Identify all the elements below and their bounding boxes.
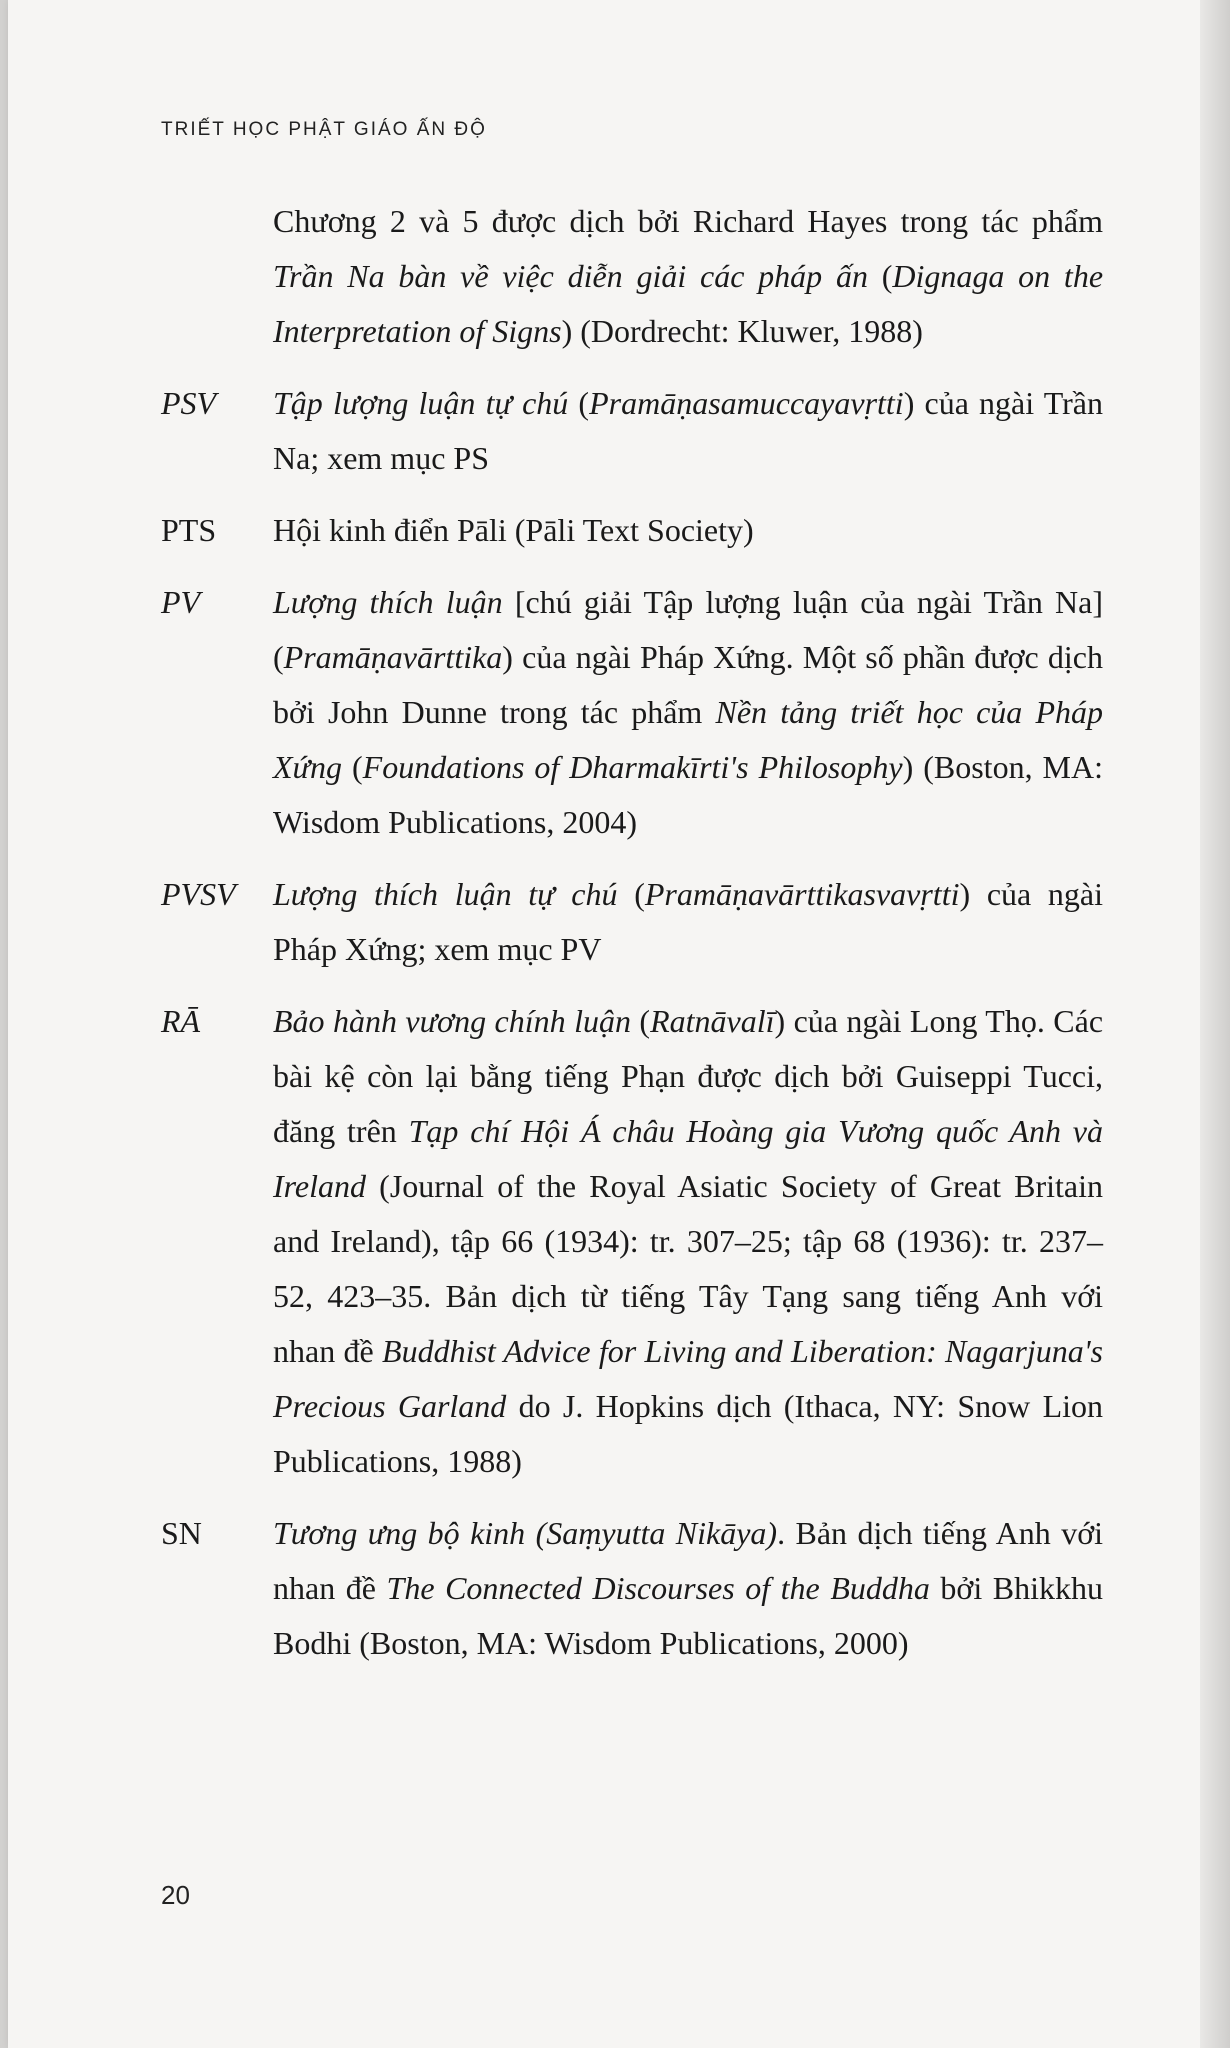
- entry-abbreviation: SN: [161, 1515, 202, 1551]
- text: [chú giải Tập lượng luận của ngài Trần Na] (: [273, 584, 1104, 675]
- book-page: [8, 0, 1200, 2048]
- text: ) của ngài Long Thọ. Các bài kệ còn lại bằng tiếng Phạn được dịch bởi Guiseppi Tucci, đăng trên: [273, 1003, 1104, 1149]
- italic-text: Ratnāvalī: [650, 1003, 775, 1039]
- italic-text: Pramāṇavārttika: [283, 639, 503, 675]
- text: ) (Dordrecht: Kluwer, 1988): [561, 313, 923, 349]
- abbreviation-entry: [161, 994, 1106, 1489]
- text: (: [867, 258, 893, 294]
- abbreviation-entry: [161, 1506, 1106, 1671]
- text: do J. Hopkins dịch (Ithaca, NY: Snow Lion Publications, 1988): [273, 1388, 1104, 1479]
- text: ) (Boston, MA: Wisdom Publications, 2004): [273, 749, 1104, 840]
- italic-text: Tập lượng luận tự chú: [273, 385, 569, 421]
- text: Chương 2 và 5 được dịch bởi Richard Hayes trong tác phẩm: [273, 203, 1103, 239]
- italic-text: Nền tảng triết học của Pháp Xứng: [273, 694, 1104, 785]
- text: (Journal of the Royal Asiatic Society of Great Britain and Ireland), tập 66 (1934): tr. 307–25; tập 68 (1936): tr. 237–52, 423–35. Bản dịch từ tiếng Tây Tạng sang tiếng Anh với nhan đề: [273, 1168, 1103, 1369]
- entry-description: [273, 503, 1103, 558]
- text: . Bản dịch tiếng Anh với nhan đề: [273, 1515, 1104, 1606]
- text: (: [342, 749, 363, 785]
- italic-text: Pramāṇavārttikasvavṛtti: [644, 876, 960, 912]
- text: (: [568, 385, 590, 421]
- text: ) của ngài Pháp Xứng. Một số phần được dịch bởi John Dunne trong tác phẩm: [273, 639, 1103, 730]
- abbreviation-entry: [161, 194, 1106, 359]
- entry-abbreviation: PSV: [161, 385, 217, 421]
- entry-description: [273, 1506, 1103, 1671]
- italic-text: Pramāṇasamuccayavṛtti: [589, 385, 904, 421]
- italic-text: Bảo hành vương chính luận: [273, 1003, 631, 1039]
- entry-description: [273, 994, 1103, 1489]
- italic-text: Trần Na bàn về việc diễn giải các pháp ấn: [273, 258, 868, 294]
- italic-text: Lượng thích luận: [273, 584, 503, 620]
- abbreviation-entry: [161, 867, 1106, 977]
- running-head: TRIẾT HỌC PHẬT GIÁO ẤN ĐỘ: [161, 119, 487, 140]
- text: (: [617, 876, 645, 912]
- italic-text: The Connected Discourses of the Buddha: [386, 1570, 930, 1606]
- italic-text: Tương ưng bộ kinh (Saṃyutta Nikāya): [273, 1515, 778, 1551]
- page-edge: [1200, 0, 1230, 2048]
- italic-text: Dignaga on the Interpretation of Signs: [273, 258, 1104, 349]
- entry-description: [273, 867, 1103, 977]
- entry-abbreviation: PVSV: [161, 876, 236, 912]
- entry-abbreviation: [161, 194, 273, 359]
- text: ) của ngài Pháp Xứng; xem mục PV: [273, 876, 1103, 967]
- text: bởi Bhikkhu Bodhi (Boston, MA: Wisdom Publications, 2000): [273, 1570, 1104, 1661]
- entry-description: [273, 194, 1103, 359]
- entry-description: [273, 376, 1103, 486]
- text: Hội kinh điển Pāli (Pāli Text Society): [273, 512, 754, 548]
- italic-text: Buddhist Advice for Living and Liberation: Nagarjuna's Precious Garland: [273, 1333, 1104, 1424]
- italic-text: Foundations of Dharmakīrti's Philosophy: [362, 749, 903, 785]
- abbreviation-entry: [161, 575, 1106, 850]
- italic-text: Tạp chí Hội Á châu Hoàng gia Vương quốc Anh và Ireland: [273, 1113, 1104, 1204]
- page-number: 20: [161, 1880, 190, 1910]
- entry-abbreviation: PV: [161, 584, 201, 620]
- abbreviation-entry: [161, 376, 1106, 486]
- abbreviation-entry: [161, 503, 1106, 558]
- entry-abbreviation: RĀ: [161, 1003, 201, 1039]
- text: ) của ngài Trần Na; xem mục PS: [273, 385, 1104, 476]
- entry-description: [273, 575, 1103, 850]
- text: (: [630, 1003, 651, 1039]
- abbreviation-list: [161, 194, 1106, 1688]
- entry-abbreviation: PTS: [161, 512, 217, 548]
- italic-text: Lượng thích luận tự chú: [273, 876, 618, 912]
